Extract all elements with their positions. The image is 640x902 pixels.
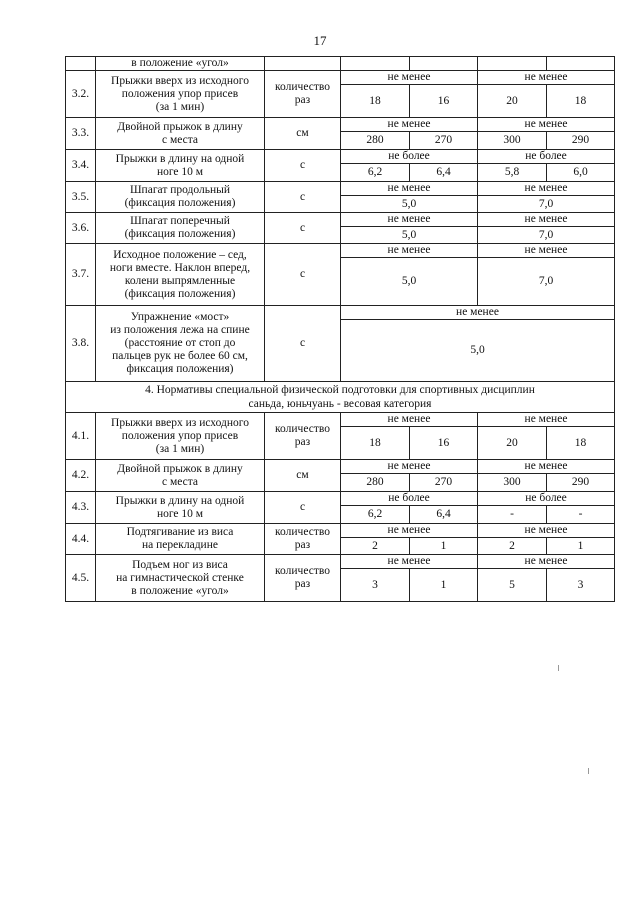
value-cell: 300: [478, 474, 547, 492]
value-cell: [547, 57, 615, 71]
exercise-name: в положение «угол»: [96, 57, 265, 71]
value-cell: 280: [341, 474, 410, 492]
criterion-label: не более: [341, 492, 478, 506]
row-number: 3.6.: [66, 213, 96, 244]
value-cell: 2: [341, 538, 410, 555]
exercise-name: Шпагат поперечный (фиксация положения): [96, 213, 265, 244]
criterion-label: не менее: [478, 118, 615, 132]
unit-cell: количество раз: [265, 555, 341, 602]
criterion-label: не менее: [478, 460, 615, 474]
value-cell: 6,4: [410, 506, 478, 524]
value-cell: 7,0: [478, 196, 615, 213]
value-cell: 6,0: [547, 164, 615, 182]
criterion-label: не менее: [341, 244, 478, 258]
row-number: 3.2.: [66, 71, 96, 118]
exercise-name: Двойной прыжок в длину с места: [96, 460, 265, 492]
value-cell: 6,4: [410, 164, 478, 182]
value-cell: 16: [410, 427, 478, 460]
value-cell: 300: [478, 132, 547, 150]
exercise-name: Прыжки вверх из исходного положения упор присев (за 1 мин): [96, 71, 265, 118]
value-cell: 6,2: [341, 164, 410, 182]
criterion-label: не менее: [478, 524, 615, 538]
exercise-name: Двойной прыжок в длину с места: [96, 118, 265, 150]
value-cell: 280: [341, 132, 410, 150]
scan-mark: [558, 665, 559, 671]
value-cell: 3: [341, 569, 410, 602]
value-cell: 5,0: [341, 320, 615, 382]
criterion-label: не более: [478, 492, 615, 506]
scan-mark: [588, 768, 589, 774]
value-cell: -: [547, 506, 615, 524]
section-heading: 4. Нормативы специальной физической подготовки для спортивных дисциплин саньда, юньчуань - весовая категория: [66, 382, 615, 413]
value-cell: 270: [410, 132, 478, 150]
criterion-label: не менее: [478, 213, 615, 227]
unit-cell: [265, 57, 341, 71]
row-number: 4.3.: [66, 492, 96, 524]
value-cell: 16: [410, 85, 478, 118]
criterion-label: не более: [478, 150, 615, 164]
exercise-name: Прыжки в длину на одной ноге 10 м: [96, 150, 265, 182]
value-cell: 6,2: [341, 506, 410, 524]
value-cell: 1: [410, 569, 478, 602]
row-number: 4.1.: [66, 413, 96, 460]
row-number: 3.7.: [66, 244, 96, 306]
value-cell: 18: [341, 427, 410, 460]
value-cell: 2: [478, 538, 547, 555]
value-cell: 270: [410, 474, 478, 492]
unit-cell: с: [265, 492, 341, 524]
value-cell: 18: [547, 85, 615, 118]
exercise-name: Прыжки вверх из исходного положения упор присев (за 1 мин): [96, 413, 265, 460]
criterion-label: не менее: [341, 118, 478, 132]
row-number: 4.5.: [66, 555, 96, 602]
criterion-label: не менее: [341, 213, 478, 227]
value-cell: 5,0: [341, 227, 478, 244]
value-cell: 20: [478, 85, 547, 118]
unit-cell: см: [265, 460, 341, 492]
exercise-name: Исходное положение – сед, ноги вместе. Наклон вперед, колени выпрямленные (фиксация положения): [96, 244, 265, 306]
row-number: 3.5.: [66, 182, 96, 213]
value-cell: 5: [478, 569, 547, 602]
value-cell: 18: [341, 85, 410, 118]
exercise-name: Прыжки в длину на одной ноге 10 м: [96, 492, 265, 524]
row-number: 3.8.: [66, 306, 96, 382]
criterion-label: не менее: [341, 71, 478, 85]
value-cell: 20: [478, 427, 547, 460]
criterion-label: не менее: [478, 555, 615, 569]
criterion-label: не менее: [478, 413, 615, 427]
row-number: 3.4.: [66, 150, 96, 182]
norms-table-body: [66, 57, 615, 602]
unit-cell: с: [265, 244, 341, 306]
row-number: 4.2.: [66, 460, 96, 492]
unit-cell: с: [265, 182, 341, 213]
value-cell: 3: [547, 569, 615, 602]
unit-cell: количество раз: [265, 413, 341, 460]
value-cell: 7,0: [478, 227, 615, 244]
unit-cell: см: [265, 118, 341, 150]
exercise-name: Упражнение «мост» из положения лежа на спине (расстояние от стоп до пальцев рук не более 60 см, фиксация положения): [96, 306, 265, 382]
row-number: [66, 57, 96, 71]
value-cell: 7,0: [478, 258, 615, 306]
value-cell: 5,8: [478, 164, 547, 182]
value-cell: 5,0: [341, 258, 478, 306]
criterion-label: не более: [341, 150, 478, 164]
value-cell: 1: [410, 538, 478, 555]
value-cell: [410, 57, 478, 71]
exercise-name: Подтягивание из виса на перекладине: [96, 524, 265, 555]
value-cell: 1: [547, 538, 615, 555]
criterion-label: не менее: [341, 413, 478, 427]
unit-cell: с: [265, 306, 341, 382]
unit-cell: количество раз: [265, 71, 341, 118]
unit-cell: количество раз: [265, 524, 341, 555]
exercise-name: Шпагат продольный (фиксация положения): [96, 182, 265, 213]
value-cell: 5,0: [341, 196, 478, 213]
criterion-label: не менее: [341, 460, 478, 474]
value-cell: 18: [547, 427, 615, 460]
criterion-label: не менее: [341, 524, 478, 538]
criterion-label: не менее: [341, 555, 478, 569]
value-cell: 290: [547, 132, 615, 150]
value-cell: [341, 57, 410, 71]
criterion-label: не менее: [341, 306, 615, 320]
unit-cell: с: [265, 150, 341, 182]
criterion-label: не менее: [478, 71, 615, 85]
row-number: 3.3.: [66, 118, 96, 150]
criterion-label: не менее: [478, 244, 615, 258]
row-number: 4.4.: [66, 524, 96, 555]
exercise-name: Подъем ног из виса на гимнастической стенке в положение «угол»: [96, 555, 265, 602]
norms-table: [65, 56, 615, 602]
unit-cell: с: [265, 213, 341, 244]
criterion-label: не менее: [478, 182, 615, 196]
criterion-label: не менее: [341, 182, 478, 196]
value-cell: [478, 57, 547, 71]
value-cell: 290: [547, 474, 615, 492]
value-cell: -: [478, 506, 547, 524]
page-number: 17: [313, 33, 327, 48]
